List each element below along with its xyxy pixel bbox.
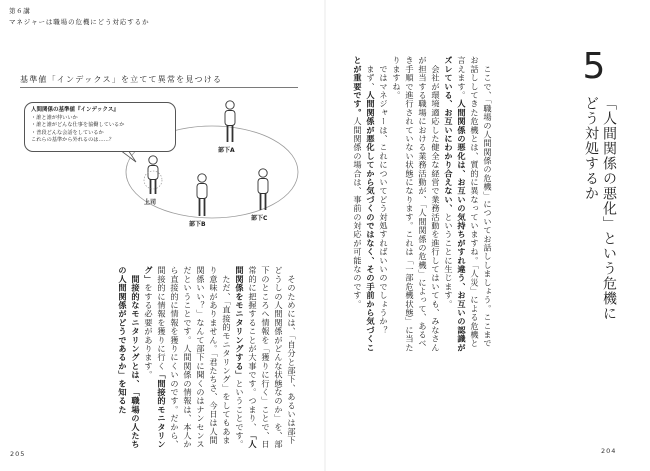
body-paragraph: [116, 266, 142, 450]
page-number-right: 204: [601, 447, 617, 455]
label-subordinate-c: 部下C: [251, 215, 268, 222]
body-text-run: 人間関係の場合は、事前の対応が可能なのです。: [353, 116, 363, 309]
running-header-chapter: 第６講: [9, 7, 31, 15]
callout-line: ・誰と誰が仲いいか: [31, 114, 78, 121]
callout-line: ・誰と誰がどんな仕事を協働しているか: [31, 122, 125, 129]
label-subordinate-b: 部下B: [189, 221, 206, 228]
callout-line: ・普段どんな会話をしているか: [31, 129, 104, 136]
callout-title: 人間関係の基準値『インデックス』: [31, 107, 119, 113]
index-callout-box: [24, 102, 176, 152]
boss-figure: [144, 156, 162, 194]
body-paragraph: [390, 56, 442, 356]
chapter-title: [582, 96, 618, 326]
emphasis-text: 「人間関係をモニタリングする」: [235, 266, 258, 449]
chapter-title-line: どう対処するか: [583, 96, 599, 201]
emphasis-text: 「間接的モニタリング」: [144, 266, 167, 449]
right-body-text: [351, 56, 494, 356]
section-number: 5: [582, 46, 606, 87]
subordinate-a-figure: [225, 101, 235, 142]
subordinate-c-figure: [258, 169, 268, 210]
body-text-run: ということに生じます。: [444, 212, 454, 309]
body-text-run: ではマネジャーは、これについてどう対処すればいいのでしょうか？: [379, 64, 389, 335]
subordinate-b-figure: [197, 174, 207, 216]
emphasis-text: 間接的なモニタリングとは、「職場の人たちの人間関係がどうであるか」を知るた: [118, 266, 141, 449]
chapter-title-line: 「人間関係の悪化」という危機に: [601, 96, 617, 321]
body-text-run: 会社が環境適応した健全な経営で業務活動を進行してはいても、みなさんが担当する職場における業務活動が、「人間関係の危機」によって、あるべき手順で進行されていない状態になります。これは「一部危機状態」に当たりますね。: [392, 56, 441, 352]
body-text-run: ここで、「職場の人間関係の危機」についてお話ししましょう。ここまでお話ししてきた危機とは、質的に異なっていますね。「人災」による危機と言えます。: [457, 56, 493, 348]
body-paragraph: [377, 56, 390, 356]
left-body-text: [116, 266, 298, 450]
body-paragraph: [442, 56, 494, 356]
running-header-subtitle: マネジャーは職場の危機にどう対応するか: [9, 18, 150, 26]
body-text-run: をする必要があります。: [144, 283, 154, 380]
body-text-run: ということです。: [235, 379, 245, 449]
emphasis-text: 人間関係の悪化は、お互いの気持ちがすれ違う、お互いの認識がズレている、お互いにわかり合えない、: [444, 56, 467, 352]
body-text-run: まず、: [366, 64, 376, 91]
label-subordinate-a: 部下A: [218, 147, 235, 154]
body-paragraph: [233, 266, 298, 450]
emphasis-text: 人間関係が悪化してから気づくのではなく、その手前から気づくことが重要です。: [353, 56, 376, 352]
body-text-run: そのためには、「自分と部下、あるいは部下どうしの人間関係がどんな状態なのか」を、部下のところへ情報を「獲りに行く」ことで、日常的に把握することが大事です。つまり、: [248, 266, 297, 449]
body-paragraph: [142, 266, 233, 450]
section-title: 基準値「インデックス」を立てて異常を見つける: [20, 75, 223, 84]
body-paragraph: [351, 56, 377, 356]
page-number-left: 205: [10, 450, 26, 458]
label-boss: 上司: [144, 199, 157, 206]
body-text-run: ただ、「直接的モニタリング」をしてもあまり意味がありません。「君たちさ、今日は人間関係いい？」なんて部下に聞くのはナンセンスだということです。人間関係の情報は、本人から直接的に情報を獲りにくいのです。だから、間接的に情報を獲りに行く: [157, 266, 232, 449]
callout-line: これらの基準から外れるのは……？: [31, 137, 115, 144]
